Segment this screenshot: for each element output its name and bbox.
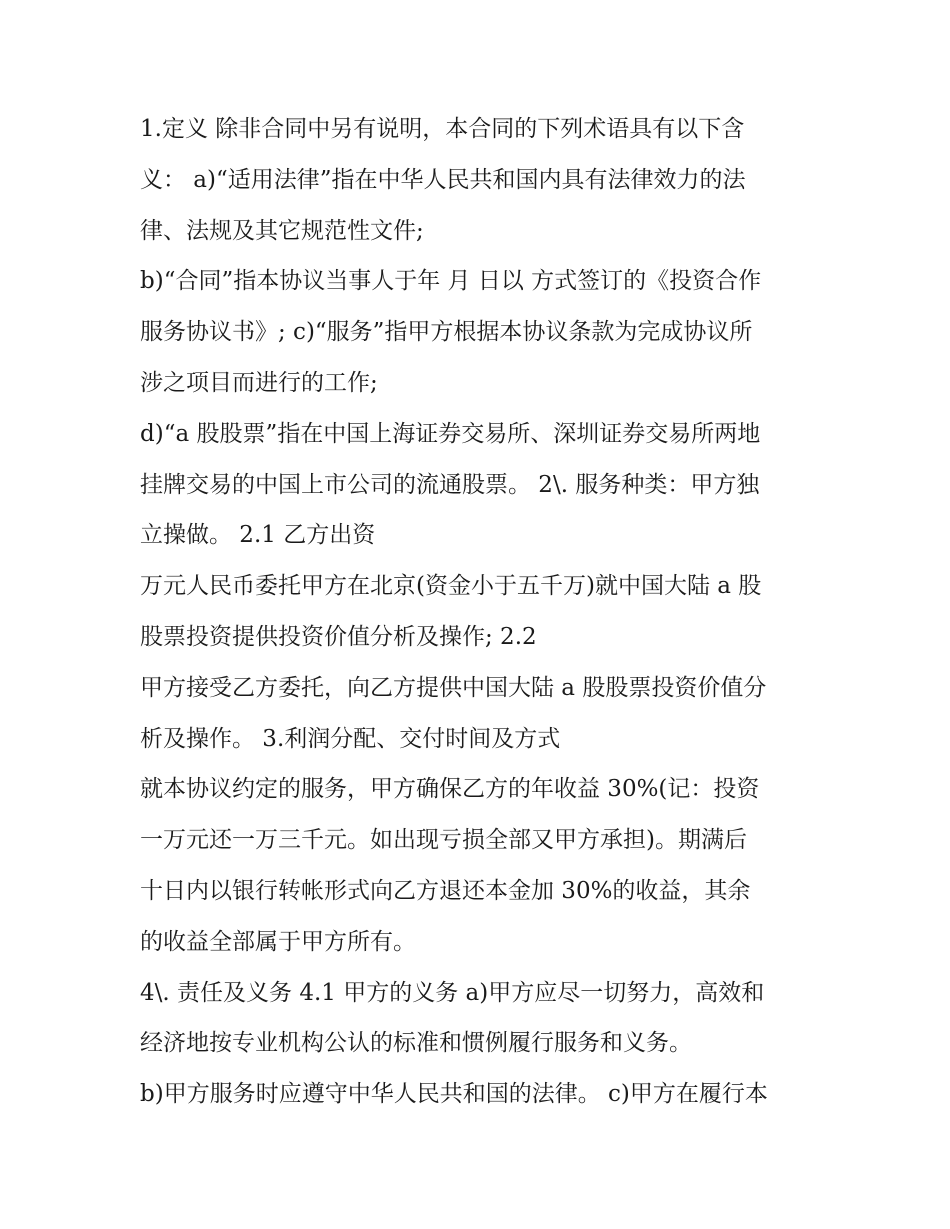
text-line: 股票投资提供投资价值分析及操作; 2.2	[140, 623, 537, 650]
text-line: b)“合同”指本协议当事人于年 月 日以 方式签订的《投资合作	[140, 268, 762, 295]
text-line: d)“a 股股票”指在中国上海证券交易所、深圳证券交易所两地	[140, 420, 761, 447]
text-line: 甲方接受乙方委托，向乙方提供中国大陆 a 股股票投资价值分	[140, 674, 767, 701]
text-line: 立操做。 2.1 乙方出资	[140, 522, 376, 549]
text-line: 十日内以银行转帐形式向乙方退还本金加 30%的收益，其余	[140, 877, 751, 904]
text-line: 一万元还一万三千元。如出现亏损全部又甲方承担)。期满后	[140, 827, 747, 854]
text-line: 经济地按专业机构公认的标准和惯例履行服务和义务。	[140, 1030, 692, 1057]
text-line: 4\. 责任及义务 4.1 甲方的义务 a)甲方应尽一切努力，高效和	[140, 979, 765, 1006]
text-line: 涉之项目而进行的工作;	[140, 369, 378, 396]
text-line: 的收益全部属于甲方所有。	[140, 928, 416, 955]
text-line: 律、法规及其它规范性文件;	[140, 217, 424, 244]
text-line: 服务协议书》; c)“服务”指甲方根据本协议条款为完成协议所	[140, 319, 753, 346]
text-line: 1.定义 除非合同中另有说明，本合同的下列术语具有以下含	[140, 116, 745, 142]
text-line: 就本协议约定的服务，甲方确保乙方的年收益 30%(记：投资	[140, 776, 760, 803]
document-body	[140, 104, 820, 1120]
text-line: b)甲方服务时应遵守中华人民共和国的法律。 c)甲方在履行本	[140, 1081, 768, 1108]
text-line: 挂牌交易的中国上市公司的流通股票。 2\. 服务种类：甲方独	[140, 471, 760, 498]
text-line: 析及操作。 3.利润分配、交付时间及方式	[140, 725, 561, 752]
text-line: 义： a)“适用法律”指在中华人民共和国内具有法律效力的法	[140, 166, 746, 193]
text-line: 万元人民币委托甲方在北京(资金小于五千万)就中国大陆 a 股	[140, 573, 762, 600]
